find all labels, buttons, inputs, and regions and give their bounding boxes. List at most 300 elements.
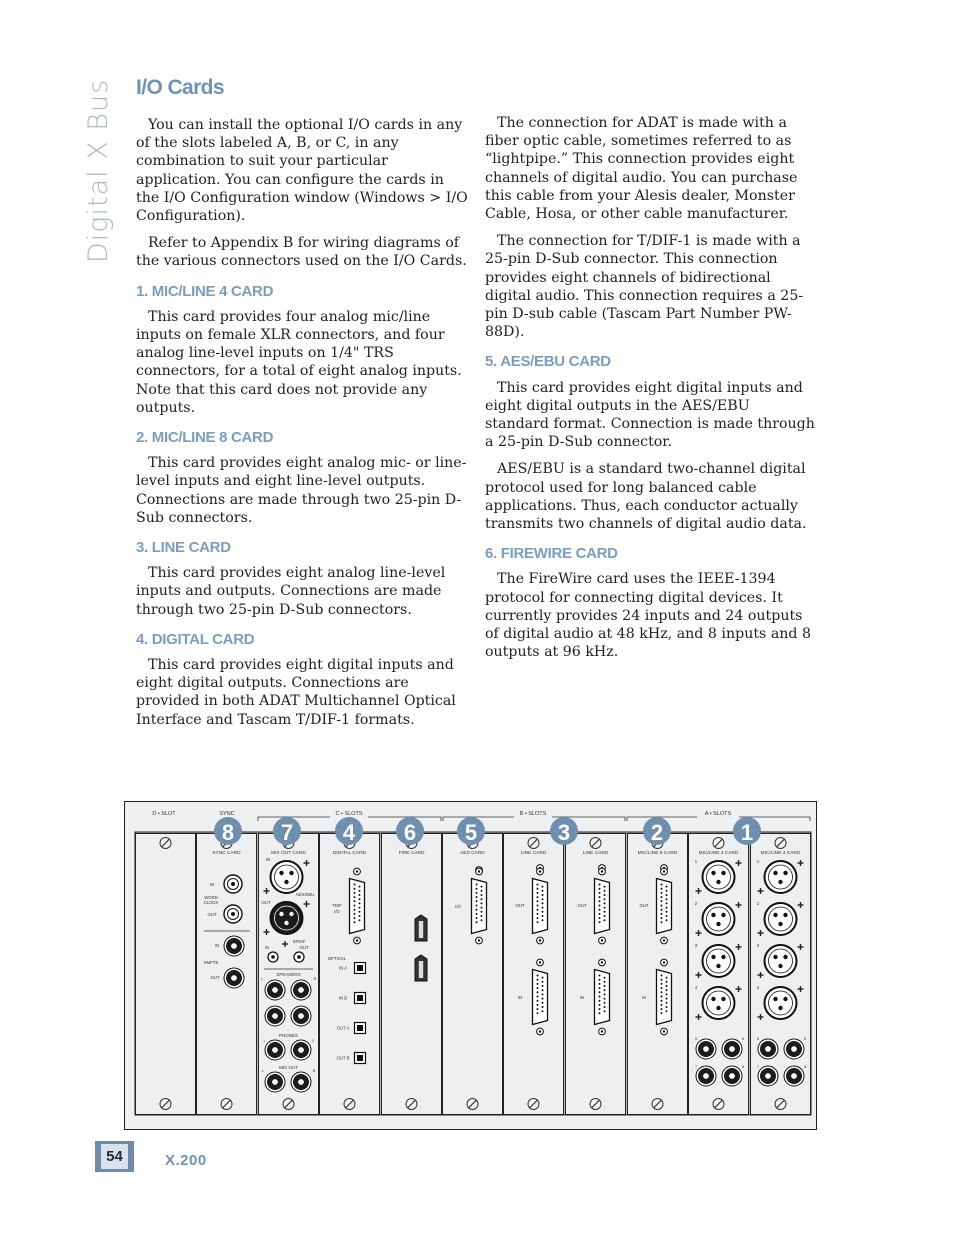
dsub-pin (604, 977, 606, 979)
card-title: LINE CARD (520, 851, 547, 856)
dsub-pin (604, 1002, 606, 1004)
card-number-badge (335, 817, 363, 845)
badge-number: 7 (280, 820, 294, 845)
dsub-pin (666, 1002, 668, 1004)
section-paragraph: This card provides four analog mic/line inputs on female XLR connectors, and four analog line-level inputs on 1/4" TRS connectors, for a total of eight analog inputs. Note that this card does not provide any outputs. (136, 308, 462, 416)
card-title: MIC/LINE 8 CARD (637, 851, 678, 856)
dsub-pin (359, 907, 361, 909)
dsub-pin (476, 917, 478, 919)
badge-number: 8 (221, 820, 235, 845)
section-heading: 6. FIREWIRE CARD (485, 545, 618, 563)
dsub-pin (604, 915, 606, 917)
port-label: L (260, 977, 264, 981)
card-panel (504, 834, 564, 1115)
xlr-connector (703, 861, 735, 893)
badge-number: 2 (650, 820, 664, 845)
dsub-pin (666, 1006, 668, 1008)
dsub-pin (604, 886, 606, 888)
section-paragraph: The FireWire card uses the IEEE-1394 protocol for connecting digital devices. It currently provides 24 inputs and 24 outputs of digital audio at 48 kHz, and 8 inputs and 8 outputs at 96 kHz. (485, 571, 812, 661)
dsub-pin (359, 886, 361, 888)
jack-hole (272, 1079, 278, 1085)
xlr-pin (284, 921, 288, 925)
section-paragraph: AES/EBU is a standard two-channel digital protocol used for long balanced cable applications. Thus, each conductor actually transmits two channels of digital audio data. (485, 461, 807, 533)
dsub-screw-dot (663, 1030, 665, 1032)
dsub-pin (359, 894, 361, 896)
optical-core (357, 965, 363, 971)
jack-connector (224, 968, 244, 988)
section-heading: 2. MIC/LINE 8 CARD (136, 429, 274, 447)
dsub-screw-dot (601, 939, 603, 941)
port-label: OPTICAL (327, 956, 347, 961)
dsub-pin (599, 1004, 601, 1006)
jack-hole (272, 987, 278, 993)
xlr-connector (765, 987, 797, 1019)
dsub-pin (359, 915, 361, 917)
optical-core (357, 1055, 363, 1061)
xlr-pin (773, 871, 777, 875)
card-title: MIX OUT CARD (271, 851, 306, 856)
dsub-pin (354, 892, 356, 894)
port-label: OUT (639, 903, 649, 908)
dsub-pin (599, 991, 601, 993)
dsub-pin (481, 890, 483, 892)
dsub-pin (354, 917, 356, 919)
xlr-pin (773, 913, 777, 917)
dsub-pin (661, 896, 663, 898)
jack-hole (298, 1047, 304, 1053)
dsub-pin (359, 919, 361, 921)
slot-group-label: D • SLOT (152, 811, 176, 817)
xlr-pin (721, 913, 725, 917)
optical-port (355, 993, 366, 1004)
card-panel (136, 834, 196, 1115)
dsub-pin (542, 1002, 544, 1004)
badge-number: 5 (464, 820, 478, 845)
dsub-pin (537, 905, 539, 907)
port-label: 7 (694, 1065, 698, 1069)
dsub-pin (666, 911, 668, 913)
card-face (382, 834, 442, 1115)
port-label: 1 (262, 1039, 266, 1043)
dsub-pin (537, 1004, 539, 1006)
dsub-pin (666, 985, 668, 987)
dsub-pin (359, 911, 361, 913)
dsub-pin (599, 909, 601, 911)
xlr-inner (769, 907, 793, 931)
xlr-pin (716, 1006, 720, 1010)
dsub-pin (476, 896, 478, 898)
port-label: IN B (338, 995, 348, 1001)
panel-screw (221, 1099, 232, 1110)
dsub-pin (661, 900, 663, 902)
dsub-pin (481, 902, 483, 904)
dsub-pin (604, 1006, 606, 1008)
panel-screw (652, 1099, 663, 1110)
port-label: MIX OUT (279, 1065, 298, 1070)
jack-hole (791, 1073, 797, 1079)
dsub-pin (537, 996, 539, 998)
dsub-pin (661, 905, 663, 907)
dsub-pin (666, 1010, 668, 1012)
dsub-shell (472, 879, 487, 934)
dsub-pin (599, 983, 601, 985)
dsub-pin (661, 983, 663, 985)
dsub-pin (542, 907, 544, 909)
dsub-pin (537, 900, 539, 902)
dsub-pin (537, 888, 539, 890)
card-number-badge (643, 817, 671, 845)
dsub-screw-dot (601, 1030, 603, 1032)
panel-screw (406, 1099, 417, 1110)
optical-core (357, 995, 363, 1001)
port-label: 1 (694, 859, 698, 864)
xlr-pin (773, 955, 777, 959)
xlr-inner (707, 991, 731, 1015)
dsub-pin (666, 919, 668, 921)
panel-screw (283, 1099, 294, 1110)
dsub-pin (542, 915, 544, 917)
dsub-pin (599, 884, 601, 886)
card-number-badge (550, 817, 578, 845)
dsub-screw-dot (356, 870, 358, 872)
port-label: OUT B (336, 1055, 350, 1061)
dsub-pin (359, 902, 361, 904)
jack-connector (696, 1066, 716, 1086)
jack-hole (765, 1046, 771, 1052)
card-panel (751, 834, 811, 1115)
panel-screw (528, 1099, 539, 1110)
dsub-screw-dot (478, 870, 480, 872)
port-label: 2 (311, 1039, 315, 1043)
xlr-inner (707, 907, 731, 931)
dsub-pin (661, 888, 663, 890)
dsub-pin (599, 1008, 601, 1010)
dsub-screw-dot (539, 939, 541, 941)
dsub-pin (599, 975, 601, 977)
dsub-pin (542, 898, 544, 900)
bnc-connector (224, 905, 242, 923)
dsub-pin (476, 892, 478, 894)
intro-paragraph: Refer to Appendix B for wiring diagrams of the various connectors used on the I/O Cards. (136, 235, 467, 270)
dsub-pin (537, 909, 539, 911)
dsub-pin (354, 900, 356, 902)
dsub-pin (661, 909, 663, 911)
card-panel (259, 834, 319, 1115)
jack-hole (298, 1013, 304, 1019)
port-label: IN A (338, 965, 348, 971)
dsub-pin (354, 921, 356, 923)
card-number-badge (733, 817, 761, 845)
dsub-pin (599, 892, 601, 894)
firewire-slot (419, 921, 423, 938)
port-label: 5 (694, 1037, 698, 1041)
card-number-badge (396, 817, 424, 845)
dsub-pin (604, 998, 606, 1000)
xlr-pin (783, 955, 787, 959)
dsub-pin (661, 1008, 663, 1010)
panel-screw (344, 1099, 355, 1110)
dsub-pin (661, 1012, 663, 1014)
jack-connector (265, 1006, 285, 1026)
xlr-inner (707, 865, 731, 889)
port-label: SPEAKERS (276, 972, 301, 977)
xlr-inner (275, 865, 299, 889)
card-panel (382, 834, 442, 1115)
dsub-screw-dot (539, 1030, 541, 1032)
jack-hole (703, 1073, 709, 1079)
rca-connector (268, 952, 278, 962)
xlr-pin (773, 997, 777, 1001)
io-card-diagram (124, 800, 817, 1130)
dsub-pin (537, 1012, 539, 1014)
xlr-pin (711, 955, 715, 959)
port-label: 1 (756, 859, 760, 864)
dsub-pin (599, 900, 601, 902)
card-title: FIRE CARD (398, 851, 425, 856)
jack-hole (765, 1073, 771, 1079)
port-label: IN (641, 995, 647, 1000)
jack-connector (265, 980, 285, 1000)
card-title: DIGITAL CARD (332, 851, 367, 856)
panel-screw (713, 1099, 724, 1110)
dsub-pin (542, 989, 544, 991)
card-panel (320, 834, 380, 1115)
dsub-pin (604, 902, 606, 904)
right-column (485, 114, 817, 670)
xlr-pin (711, 871, 715, 875)
firewire-port (415, 915, 427, 941)
dsub-pin (537, 884, 539, 886)
dsub-pin (537, 913, 539, 915)
xlr-pin (778, 964, 782, 968)
port-label: OUT (515, 903, 525, 908)
xlr-pin (716, 880, 720, 884)
jack-connector (291, 980, 311, 1000)
dsub-pin (481, 886, 483, 888)
dsub-pin (666, 989, 668, 991)
xlr-connector (271, 902, 303, 934)
port-label: PHONES (278, 1033, 299, 1038)
dsub-pin (542, 1006, 544, 1008)
slot-group-label: B • SLOTS (519, 811, 547, 817)
dsub-pin (354, 905, 356, 907)
xlr-connector (765, 861, 797, 893)
dsub-pin (604, 1010, 606, 1012)
jack-connector (758, 1039, 778, 1059)
dsub-pin (359, 898, 361, 900)
dsub-pin (666, 898, 668, 900)
xlr-pin (289, 912, 293, 916)
dsub-pin (604, 989, 606, 991)
dsub-pin (666, 981, 668, 983)
dsub-screw-dot (663, 961, 665, 963)
jack-connector (224, 936, 244, 956)
xlr-pin (716, 964, 720, 968)
firewire-slot (419, 961, 423, 978)
port-label: OUT (577, 903, 587, 908)
dsub-pin (604, 898, 606, 900)
xlr-pin (289, 871, 293, 875)
port-label: 3 (694, 943, 698, 948)
dsub-pin (354, 888, 356, 890)
port-label: 4 (756, 985, 760, 990)
firewire-port (415, 955, 427, 981)
dsub-shell (595, 879, 610, 934)
port-label: IN (209, 882, 215, 887)
dsub-pin (661, 996, 663, 998)
jack-connector (291, 1072, 311, 1092)
badge-number: 4 (342, 820, 356, 845)
xlr-pin (778, 880, 782, 884)
page-number-box (95, 1141, 134, 1172)
bnc-pin (231, 912, 235, 916)
jack-hole (272, 1013, 278, 1019)
jack-connector (758, 1066, 778, 1086)
intro-paragraph: You can install the optional I/O cards in any of the slots labeled A, B, or C, in any combination to suit your particular application. You can configure the cards in the I/O Configuration window (Windows > I/O Configuration). (136, 117, 468, 225)
port-label: 7 (756, 1065, 760, 1069)
dsub-shell (657, 879, 672, 934)
section-paragraph: This card provides eight analog line-level inputs and outputs. Connections are made through two 25-pin D-Sub connectors. (136, 565, 446, 618)
port-label: IN (265, 857, 271, 862)
dsub-pin (537, 975, 539, 977)
dsub-pin (661, 913, 663, 915)
section-side-title: Digital X Bus (83, 78, 114, 263)
jack-hole (729, 1046, 735, 1052)
dsub-pin (537, 1000, 539, 1002)
jack-hole (272, 1047, 278, 1053)
dsub-pin (354, 913, 356, 915)
intro-paragraph: The connection for ADAT is made with a fiber optic cable, sometimes referred to as “lightpipe.” This connection provides eight channels of digital audio. You can purchase this cable from your Alesis dealer, Monster Cable, Hosa, or other cable manufacturer. (485, 115, 798, 223)
dsub-pin (604, 985, 606, 987)
dsub-pin (542, 902, 544, 904)
dsub-pin (481, 919, 483, 921)
dsub-pin (661, 884, 663, 886)
dsub-screw-dot (539, 961, 541, 963)
dsub-pin (661, 975, 663, 977)
dsub-pin (476, 913, 478, 915)
port-label: 6 (741, 1037, 745, 1041)
xlr-connector (703, 903, 735, 935)
dsub-screw-dot (601, 961, 603, 963)
dsub-pin (666, 998, 668, 1000)
dsub-pin (537, 991, 539, 993)
dsub-pin (542, 985, 544, 987)
dsub-pin (542, 911, 544, 913)
card-number-badge (214, 817, 242, 845)
dsub-pin (666, 902, 668, 904)
dsub-shell (350, 879, 365, 934)
jack-connector (291, 1006, 311, 1026)
port-label: 8 (803, 1065, 807, 1069)
rca-pin (297, 955, 301, 959)
dsub-pin (542, 919, 544, 921)
dsub-pin (661, 1000, 663, 1002)
dsub-pin (661, 991, 663, 993)
xlr-pin (783, 997, 787, 1001)
section-paragraph: This card provides eight analog mic- or line-level inputs and eight line-level outputs. Connections are made through two 25-pin D-Sub connectors. (136, 455, 467, 526)
port-label: WORD (204, 895, 218, 900)
port-label: I/O (455, 904, 461, 909)
card-panel (628, 834, 688, 1115)
dsub-pin (599, 987, 601, 989)
dsub-pin (542, 886, 544, 888)
dsub-pin (542, 1010, 544, 1012)
dsub-pin (354, 896, 356, 898)
dsub-pin (476, 905, 478, 907)
jack-hole (298, 1079, 304, 1085)
dsub-pin (604, 993, 606, 995)
port-label: 3 (756, 943, 760, 948)
card-title: SYNC CARD (212, 851, 241, 856)
xlr-pin (783, 913, 787, 917)
left-column (136, 116, 468, 738)
xlr-inner (707, 949, 731, 973)
dsub-pin (599, 913, 601, 915)
xlr-pin (279, 912, 283, 916)
xlr-pin (711, 913, 715, 917)
dsub-pin (542, 977, 544, 979)
port-label: 8 (741, 1065, 745, 1069)
bnc-connector (224, 875, 242, 893)
port-label: 2 (694, 901, 698, 906)
xlr-pin (778, 1006, 782, 1010)
dsub-screw-dot (356, 939, 358, 941)
dsub-pin (661, 921, 663, 923)
card-number-badge (457, 817, 485, 845)
dsub-pin (481, 894, 483, 896)
dsub-pin (537, 983, 539, 985)
model-name: X.200 (165, 1152, 207, 1169)
dsub-pin (599, 896, 601, 898)
jack-connector (722, 1037, 745, 1059)
dsub-pin (542, 890, 544, 892)
section-paragraph: This card provides eight digital inputs and eight digital outputs in the AES/EBU standard format. Connection is made through a 25-pin D-Sub connector. (485, 379, 815, 451)
dsub-pin (599, 996, 601, 998)
card-number-badge (273, 817, 301, 845)
dsub-pin (476, 921, 478, 923)
badge-number: 6 (403, 820, 417, 845)
port-label: 5 (756, 1037, 760, 1041)
dsub-pin (599, 905, 601, 907)
dsub-shell (595, 970, 610, 1025)
panel-screw (775, 838, 786, 849)
dsub-pin (537, 1008, 539, 1010)
dsub-pin (599, 921, 601, 923)
xlr-pin (711, 997, 715, 1001)
dsub-pin (481, 907, 483, 909)
dsub-pin (599, 1012, 601, 1014)
intro-paragraph: The connection for T/DIF-1 is made with a 25-pin D-Sub connector. This connection provides eight channels of bidirectional digital audio. This connection requires a 25-pin D-sub cable (Tascam Part Number PW-88D). (485, 233, 804, 341)
panel-screw (590, 838, 601, 849)
dsub-pin (599, 979, 601, 981)
xlr-inner (275, 906, 299, 930)
page-title: I/O Cards (136, 76, 224, 99)
dsub-pin (354, 884, 356, 886)
port-label: 4 (694, 985, 698, 990)
jack-connector (291, 1040, 311, 1060)
jack-hole (791, 1046, 797, 1052)
xlr-inner (769, 949, 793, 973)
xlr-connector (765, 945, 797, 977)
xlr-inner (769, 865, 793, 889)
port-label: CLOCK (203, 900, 219, 905)
card-face (443, 834, 503, 1115)
card-face (320, 834, 380, 1115)
dsub-pin (666, 894, 668, 896)
jack-connector (784, 1065, 807, 1086)
port-label: IN (214, 943, 220, 948)
dsub-pin (537, 921, 539, 923)
